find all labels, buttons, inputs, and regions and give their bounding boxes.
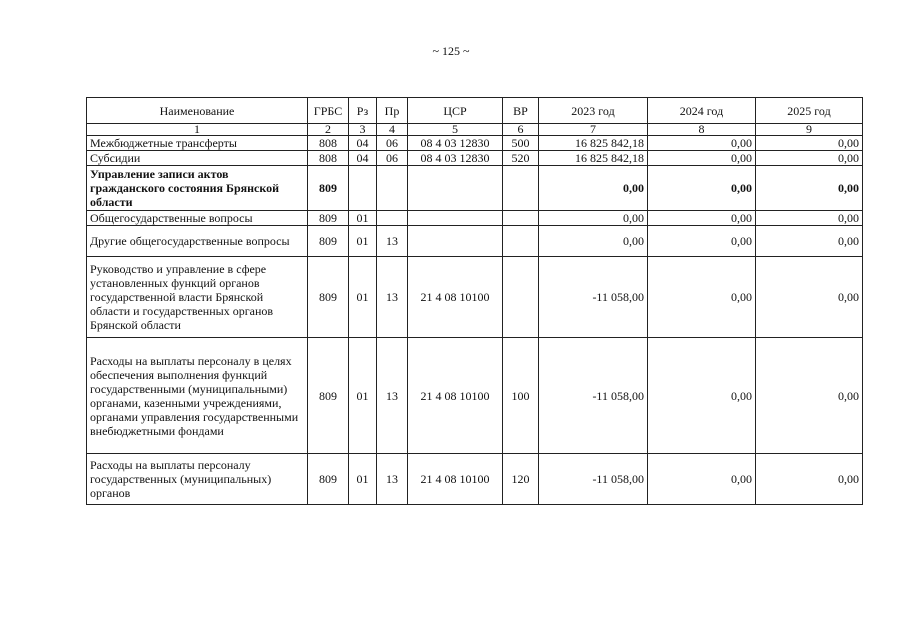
row-vr: 120 — [503, 454, 539, 505]
row-name: Управление записи актов гражданского состояния Брянской области — [87, 166, 308, 211]
row-grbs: 809 — [308, 338, 349, 454]
column-number: 1 — [87, 124, 308, 136]
row-2024: 0,00 — [648, 226, 756, 257]
row-rz: 01 — [349, 257, 377, 338]
row-grbs: 809 — [308, 454, 349, 505]
table-row — [87, 454, 863, 505]
column-number: 5 — [408, 124, 503, 136]
row-pr: 06 — [377, 136, 408, 151]
header-cell-pr: Пр — [377, 98, 408, 124]
row-2024: 0,00 — [648, 454, 756, 505]
row-grbs: 809 — [308, 211, 349, 226]
row-2024: 0,00 — [648, 136, 756, 151]
row-2024: 0,00 — [648, 257, 756, 338]
row-2023: -11 058,00 — [539, 454, 648, 505]
table-row — [87, 136, 863, 151]
column-number: 3 — [349, 124, 377, 136]
row-vr — [503, 226, 539, 257]
row-2024: 0,00 — [648, 166, 756, 211]
row-2023: 16 825 842,18 — [539, 136, 648, 151]
header-row — [87, 98, 863, 124]
row-name: Общегосударственные вопросы — [87, 211, 308, 226]
table-row — [87, 257, 863, 338]
row-name: Руководство и управление в сфере установленных функций органов государственной власти Брянской области и государственных органов Брянской области — [87, 257, 308, 338]
row-csr — [408, 166, 503, 211]
row-csr: 21 4 08 10100 — [408, 338, 503, 454]
row-csr: 08 4 03 12830 — [408, 151, 503, 166]
header-cell-2025: 2025 год — [756, 98, 863, 124]
row-grbs: 809 — [308, 257, 349, 338]
row-rz: 04 — [349, 151, 377, 166]
row-2023: 16 825 842,18 — [539, 151, 648, 166]
column-number: 4 — [377, 124, 408, 136]
row-2023: -11 058,00 — [539, 338, 648, 454]
row-pr: 06 — [377, 151, 408, 166]
row-2023: 0,00 — [539, 166, 648, 211]
row-grbs: 809 — [308, 166, 349, 211]
row-name: Другие общегосударственные вопросы — [87, 226, 308, 257]
row-csr — [408, 226, 503, 257]
row-vr — [503, 211, 539, 226]
row-2023: 0,00 — [539, 211, 648, 226]
table-row — [87, 211, 863, 226]
row-vr: 500 — [503, 136, 539, 151]
header-cell-name: Наименование — [87, 98, 308, 124]
column-number: 2 — [308, 124, 349, 136]
row-pr: 13 — [377, 454, 408, 505]
row-csr — [408, 211, 503, 226]
table-row — [87, 338, 863, 454]
row-2025: 0,00 — [756, 211, 863, 226]
row-vr — [503, 166, 539, 211]
row-pr: 13 — [377, 338, 408, 454]
row-2024: 0,00 — [648, 151, 756, 166]
row-2025: 0,00 — [756, 257, 863, 338]
header-cell-vr: ВР — [503, 98, 539, 124]
row-rz: 01 — [349, 338, 377, 454]
column-number: 6 — [503, 124, 539, 136]
row-grbs: 808 — [308, 136, 349, 151]
header-cell-grbs: ГРБС — [308, 98, 349, 124]
page-number: ~ 125 ~ — [432, 44, 470, 58]
row-2025: 0,00 — [756, 338, 863, 454]
row-rz: 01 — [349, 211, 377, 226]
row-vr: 520 — [503, 151, 539, 166]
table-row — [87, 226, 863, 257]
row-grbs: 808 — [308, 151, 349, 166]
column-number: 8 — [648, 124, 756, 136]
header-cell-rz: Рз — [349, 98, 377, 124]
row-rz: 01 — [349, 226, 377, 257]
row-rz: 04 — [349, 136, 377, 151]
row-2024: 0,00 — [648, 211, 756, 226]
row-pr: 13 — [377, 226, 408, 257]
budget-table — [86, 97, 863, 505]
row-rz — [349, 166, 377, 211]
header-cell-2024: 2024 год — [648, 98, 756, 124]
row-name: Расходы на выплаты персоналу государственных (муниципальных) органов — [87, 454, 308, 505]
row-pr — [377, 211, 408, 226]
row-pr: 13 — [377, 257, 408, 338]
row-2023: 0,00 — [539, 226, 648, 257]
column-number-row — [87, 124, 863, 136]
row-grbs: 809 — [308, 226, 349, 257]
row-csr: 08 4 03 12830 — [408, 136, 503, 151]
row-2025: 0,00 — [756, 166, 863, 211]
row-2025: 0,00 — [756, 136, 863, 151]
row-csr: 21 4 08 10100 — [408, 257, 503, 338]
table-row — [87, 166, 863, 211]
row-2025: 0,00 — [756, 454, 863, 505]
row-vr: 100 — [503, 338, 539, 454]
header-cell-2023: 2023 год — [539, 98, 648, 124]
row-2025: 0,00 — [756, 226, 863, 257]
row-csr: 21 4 08 10100 — [408, 454, 503, 505]
row-2023: -11 058,00 — [539, 257, 648, 338]
column-number: 7 — [539, 124, 648, 136]
table-row — [87, 151, 863, 166]
row-pr — [377, 166, 408, 211]
row-rz: 01 — [349, 454, 377, 505]
row-name: Расходы на выплаты персоналу в целях обеспечения выполнения функций государственными (муниципальными) органами, казенными учреждениями, органами управления государственными внебюджетными фондами — [87, 338, 308, 454]
row-name: Межбюджетные трансферты — [87, 136, 308, 151]
row-2025: 0,00 — [756, 151, 863, 166]
header-cell-csr: ЦСР — [408, 98, 503, 124]
row-2024: 0,00 — [648, 338, 756, 454]
column-number: 9 — [756, 124, 863, 136]
row-name: Субсидии — [87, 151, 308, 166]
row-vr — [503, 257, 539, 338]
